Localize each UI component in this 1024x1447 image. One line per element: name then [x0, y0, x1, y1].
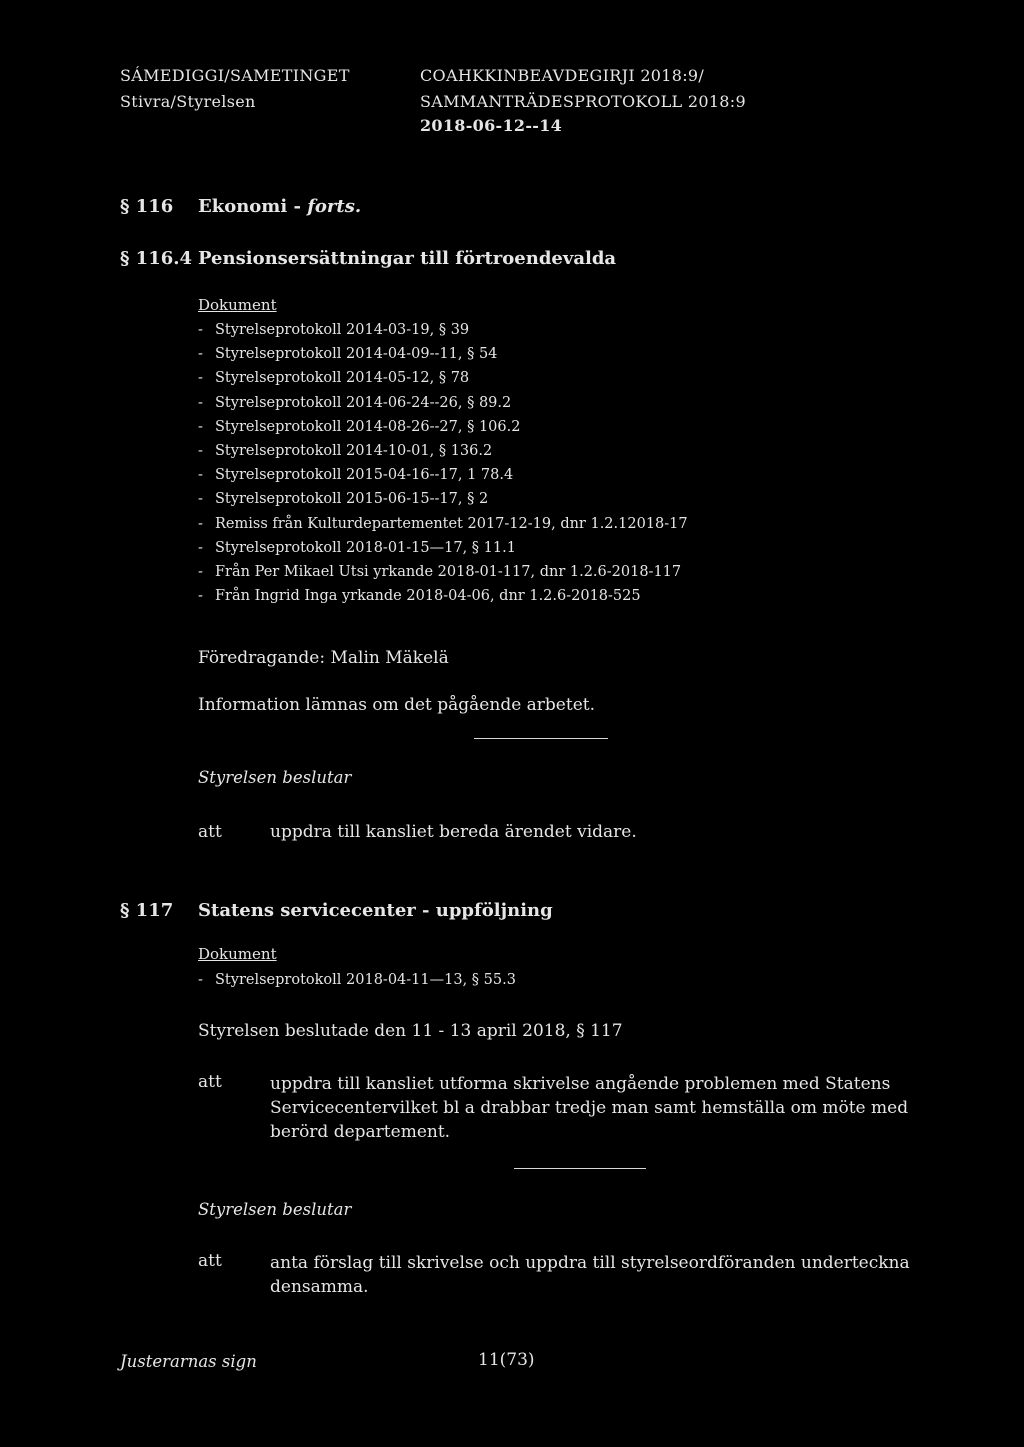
document-list-117	[198, 968, 516, 992]
document-label-117: Dokument	[198, 945, 277, 963]
previous-decision-att: att	[198, 1072, 222, 1092]
document-item: - Från Ingrid Inga yrkande 2018-04-06, dnr 1.2.6-2018-525	[198, 584, 688, 608]
decision-att-117: att	[198, 1251, 222, 1271]
decision-att-116-4: att	[198, 822, 222, 842]
document-item: - Styrelseprotokoll 2014-08-26--27, § 106.2	[198, 415, 688, 439]
section-title-116-suffix: forts.	[307, 196, 362, 217]
document-label-116-4: Dokument	[198, 296, 277, 314]
signature-label: Justerarnas sign	[120, 1352, 257, 1371]
section-title-117: Statens servicecenter - uppföljning	[198, 900, 553, 921]
section-number-116: § 116	[120, 196, 174, 217]
previous-decision-text: uppdra till kansliet utforma skrivelse angående problemen med Statens Servicecentervilket bl a drabbar tredje man samt hemställa om möte med berörd departement.	[270, 1074, 909, 1142]
document-item: - Styrelseprotokoll 2014-05-12, § 78	[198, 366, 688, 390]
meeting-date: 2018-06-12--14	[420, 116, 563, 135]
org-name: SÁMEDIGGI/SAMETINGET	[120, 66, 350, 85]
section-number-117: § 117	[120, 900, 174, 921]
previous-decision: Styrelsen beslutade den 11 - 13 april 2018, § 117	[198, 1021, 623, 1041]
presenter: Föredragande: Malin Mäkelä	[198, 648, 449, 668]
document-item: - Styrelseprotokoll 2014-03-19, § 39	[198, 318, 688, 342]
document-item: - Styrelseprotokoll 2015-06-15--17, § 2	[198, 487, 688, 511]
section-title-116	[198, 196, 361, 217]
section-number-116-4: § 116.4	[120, 248, 193, 269]
decision-heading-116-4: Styrelsen beslutar	[198, 768, 352, 787]
separator-line	[474, 738, 608, 739]
org-subunit: Stivra/Styrelsen	[120, 92, 256, 111]
decision-heading-117: Styrelsen beslutar	[198, 1200, 352, 1219]
document-item: - Styrelseprotokoll 2018-01-15—17, § 11.1	[198, 536, 688, 560]
section-title-116-4: Pensionsersättningar till förtroendevalda	[198, 248, 617, 269]
document-list-116-4	[198, 318, 688, 608]
document-item: - Styrelseprotokoll 2014-06-24--26, § 89.2	[198, 391, 688, 415]
document-item: - Styrelseprotokoll 2018-04-11—13, § 55.3	[198, 968, 516, 992]
separator-line-117	[514, 1168, 646, 1169]
decision-text-116-4: uppdra till kansliet bereda ärendet vidare.	[270, 822, 637, 842]
document-item: - Från Per Mikael Utsi yrkande 2018-01-117, dnr 1.2.6-2018-117	[198, 560, 688, 584]
document-item: - Remiss från Kulturdepartementet 2017-12-19, dnr 1.2.12018-17	[198, 512, 688, 536]
decision-text-117: anta förslag till skrivelse och uppdra till styrelseordföranden underteckna densamma.	[270, 1253, 910, 1297]
page-number: 11(73)	[478, 1350, 535, 1370]
info-text: Information lämnas om det pågående arbetet.	[198, 695, 595, 715]
protocol-title-sami: COAHKKINBEAVDEGIRJI 2018:9/	[420, 66, 705, 85]
document-item: - Styrelseprotokoll 2014-04-09--11, § 54	[198, 342, 688, 366]
protocol-title-swedish: SAMMANTRÄDESPROTOKOLL 2018:9	[420, 92, 746, 111]
section-title-116-main: Ekonomi -	[198, 196, 308, 217]
document-item: - Styrelseprotokoll 2014-10-01, § 136.2	[198, 439, 688, 463]
document-item: - Styrelseprotokoll 2015-04-16--17, 1 78.4	[198, 463, 688, 487]
